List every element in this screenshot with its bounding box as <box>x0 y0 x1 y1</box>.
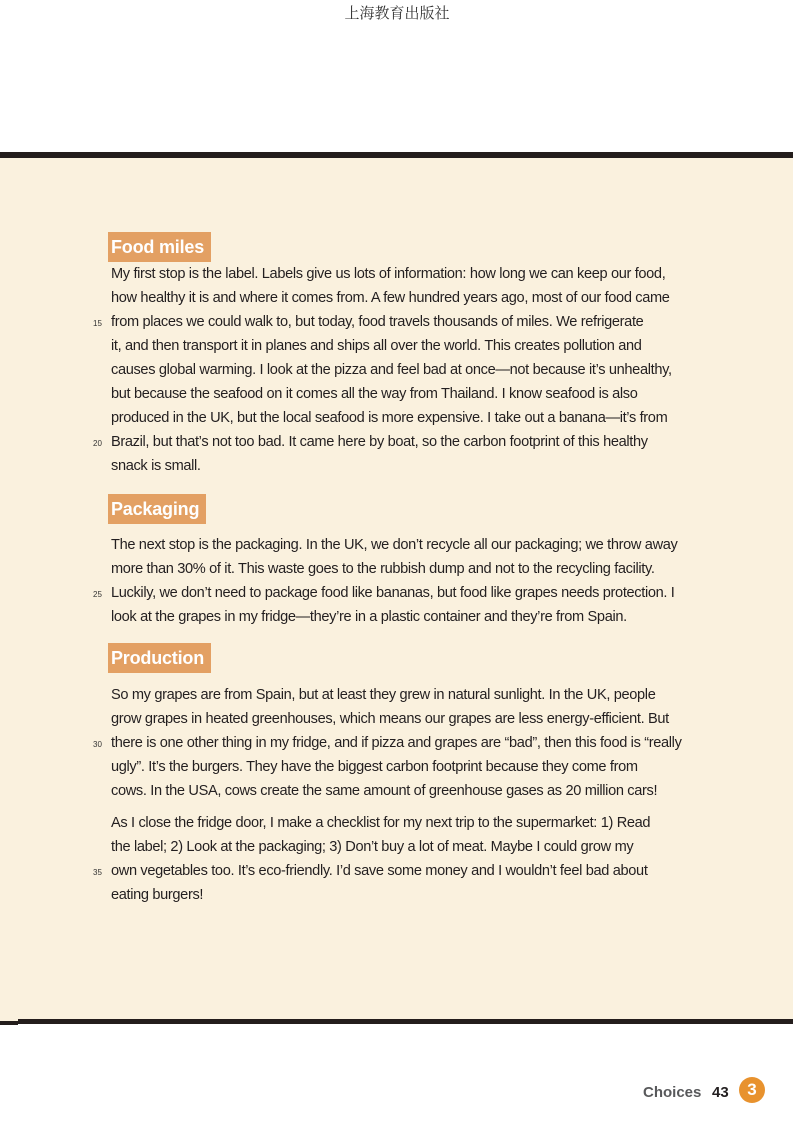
text-line: look at the grapes in my fridge—they’re in a plastic container and they’re from Spain. <box>111 609 627 625</box>
line-number: 20 <box>93 439 102 448</box>
line-number: 35 <box>93 868 102 877</box>
text-line: The next stop is the packaging. In the UK, we don’t recycle all our packaging; we throw away <box>111 537 678 553</box>
text-line: grow grapes in heated greenhouses, which means our grapes are less energy-efficient. But <box>111 711 669 727</box>
top-divider <box>0 152 793 158</box>
section-heading-packaging: Packaging <box>108 494 206 524</box>
text-line: So my grapes are from Spain, but at least they grew in natural sunlight. In the UK, people <box>111 687 656 703</box>
text-line: there is one other thing in my fridge, and if pizza and grapes are “bad”, then this food is “really <box>111 735 682 751</box>
text-line: own vegetables too. It’s eco-friendly. I’d save some money and I wouldn’t feel bad about <box>111 863 648 879</box>
text-line: causes global warming. I look at the pizza and feel bad at once—not because it’s unhealthy, <box>111 362 672 378</box>
text-line: from places we could walk to, but today, food travels thousands of miles. We refrigerate <box>111 314 644 330</box>
text-line: it, and then transport it in planes and ships all over the world. This creates pollution and <box>111 338 642 354</box>
paragraph-packaging <box>111 533 736 629</box>
text-line: ugly”. It’s the burgers. They have the biggest carbon footprint because they come from <box>111 759 638 775</box>
text-line: eating burgers! <box>111 887 204 903</box>
text-line: produced in the UK, but the local seafood is more expensive. I take out a banana—it’s from <box>111 410 668 426</box>
text-line: how healthy it is and where it comes from. A few hundred years ago, most of our food came <box>111 290 670 306</box>
line-number: 30 <box>93 740 102 749</box>
text-line: Luckily, we don’t need to package food like bananas, but food like grapes needs protection. I <box>111 585 675 601</box>
paragraph-production <box>111 683 736 803</box>
text-line: the label; 2) Look at the packaging; 3) Don’t buy a lot of meat. Maybe I could grow my <box>111 839 634 855</box>
unit-number-badge: 3 <box>739 1077 765 1103</box>
unit-title: Choices <box>643 1084 702 1101</box>
page-number: 43 <box>712 1084 729 1101</box>
text-line: Brazil, but that’s not too bad. It came here by boat, so the carbon footprint of this healthy <box>111 434 648 450</box>
bottom-divider <box>18 1019 793 1024</box>
text-line: As I close the fridge door, I make a checklist for my next trip to the supermarket: 1) Read <box>111 815 651 831</box>
text-line: cows. In the USA, cows create the same amount of greenhouse gases as 20 million cars! <box>111 783 658 799</box>
text-line: My first stop is the label. Labels give us lots of information: how long we can keep our food, <box>111 266 666 282</box>
section-heading-food-miles: Food miles <box>108 232 211 262</box>
bottom-divider-left <box>0 1021 18 1025</box>
section-heading-production: Production <box>108 643 211 673</box>
publisher-name: 上海教育出版社 <box>344 4 450 22</box>
text-line: more than 30% of it. This waste goes to the rubbish dump and not to the recycling facility. <box>111 561 655 577</box>
paragraph-food-miles <box>111 262 736 478</box>
text-line: snack is small. <box>111 458 201 474</box>
paragraph-checklist <box>111 811 736 907</box>
line-number: 15 <box>93 319 102 328</box>
text-line: but because the seafood on it comes all the way from Thailand. I know seafood is also <box>111 386 638 402</box>
line-number: 25 <box>93 590 102 599</box>
